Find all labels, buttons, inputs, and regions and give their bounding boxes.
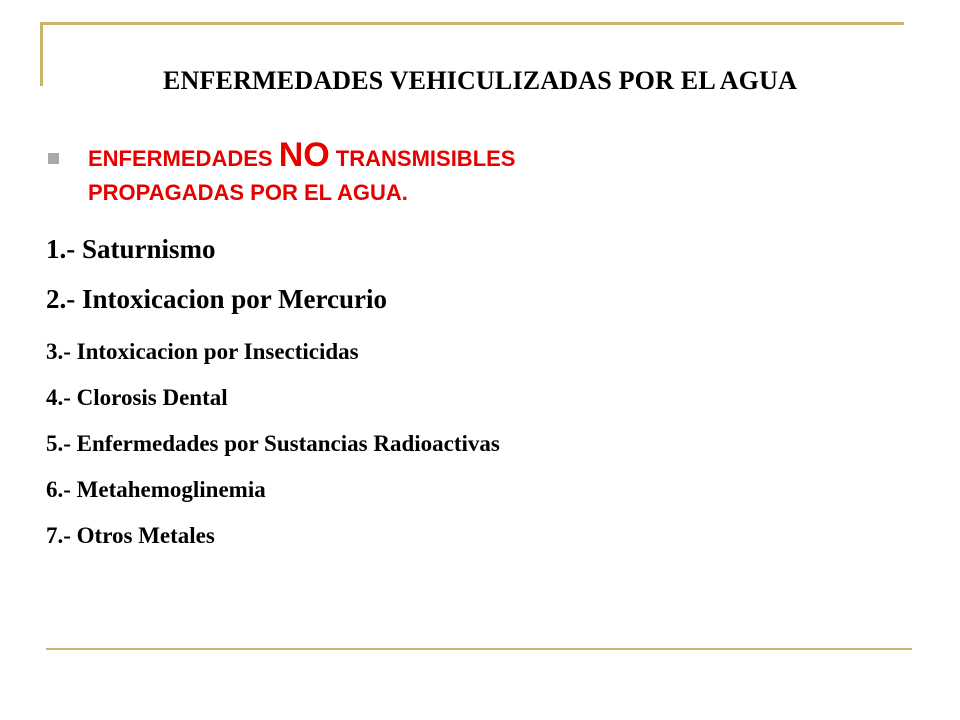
- list-item-6: 6.- Metahemoglinemia: [46, 477, 266, 502]
- bullet-text-part2: TRANSMISIBLES: [329, 146, 516, 171]
- list-item-2: 2.- Intoxicacion por Mercurio: [46, 284, 387, 314]
- bottom-decorative-rule: [46, 648, 912, 650]
- list-item-1: 1.- Saturnismo: [46, 234, 216, 264]
- list-item-3: 3.- Intoxicacion por Insecticidas: [46, 339, 359, 364]
- top-decorative-rule: [40, 22, 904, 25]
- slide-title: ENFERMEDADES VEHICULIZADAS POR EL AGUA: [162, 66, 798, 95]
- list-item-4: 4.- Clorosis Dental: [46, 385, 228, 410]
- square-bullet-icon: [48, 153, 59, 164]
- bullet-text-part1: ENFERMEDADES: [88, 146, 279, 171]
- bullet-text: [88, 138, 888, 210]
- bullet-emphasis: NO: [278, 136, 330, 174]
- bullet-text-line2: PROPAGADAS POR EL AGUA.: [88, 180, 408, 205]
- list-item-5: 5.- Enfermedades por Sustancias Radioactivas: [46, 431, 500, 456]
- list-item-7: 7.- Otros Metales: [46, 523, 215, 548]
